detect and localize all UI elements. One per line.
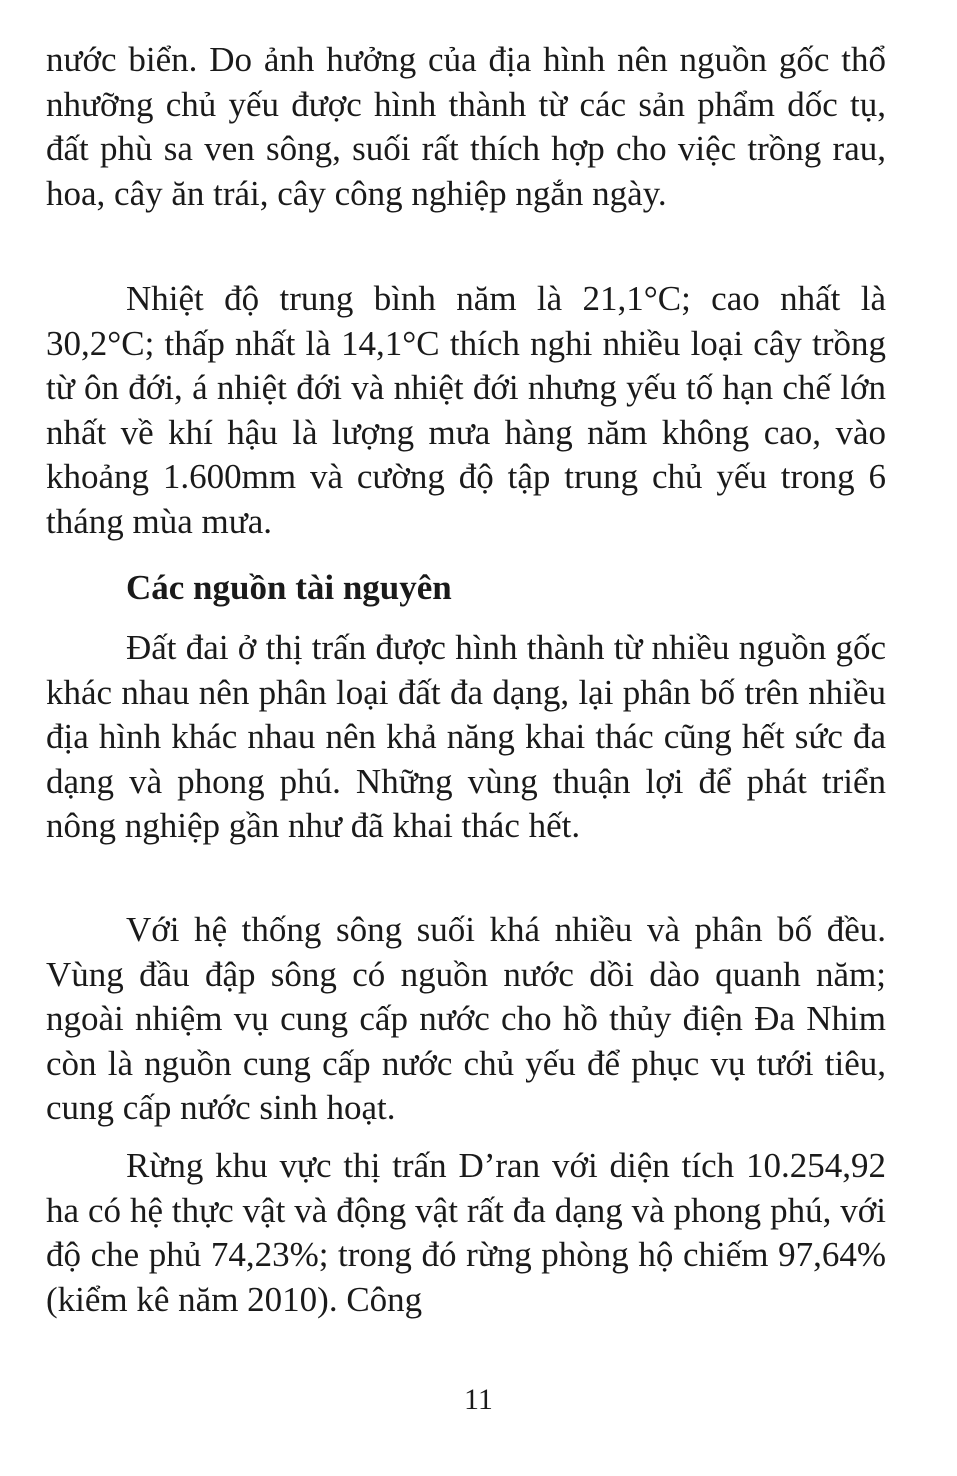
paragraph-land: Đất đai ở thị trấn được hình thành từ nhiều nguồn gốc khác nhau nên phân loại đất đa dạng, lại phân bố trên nhiều địa hình khác nhau nên khả năng khai thác cũng hết sức đa dạng và phong phú. Những vùng thuận lợi để phát triển nông nghiệp gần như đã khai thác hết.	[46, 628, 886, 845]
paragraph-forest: Rừng khu vực thị trấn D’ran với diện tích 10.254,92 ha có hệ thực vật và động vật rất đa dạng và phong phú, với độ che phủ 74,23%; trong đó rừng phòng hộ chiếm 97,64% (kiểm kê năm 2010). Công	[46, 1146, 886, 1319]
paragraph-soil-origin: nước biển. Do ảnh hưởng của địa hình nên nguồn gốc thổ nhưỡng chủ yếu được hình thành từ các sản phẩm dốc tụ, đất phù sa ven sông, suối rất thích hợp cho việc trồng rau, hoa, cây ăn trái, cây công nghiệp ngắn ngày.	[46, 40, 886, 213]
section-heading: Các nguồn tài nguyên	[126, 568, 452, 607]
page-number: 11	[464, 1383, 493, 1416]
paragraph-climate: Nhiệt độ trung bình năm là 21,1°C; cao nhất là 30,2°C; thấp nhất là 14,1°C thích nghi nhiều loại cây trồng từ ôn đới, á nhiệt đới và nhiệt đới nhưng yếu tố hạn chế lớn nhất về khí hậu là lượng mưa hàng năm không cao, vào khoảng 1.600mm và cường độ tập trung chủ yếu trong 6 tháng mùa mưa.	[46, 279, 886, 541]
paragraph-water: Với hệ thống sông suối khá nhiều và phân bố đều. Vùng đầu đập sông có nguồn nước dồi dào quanh năm; ngoài nhiệm vụ cung cấp nước cho hồ thủy điện Đa Nhim còn là nguồn cung cấp nước chủ yếu để phục vụ tưới tiêu, cung cấp nước sinh hoạt.	[46, 910, 886, 1127]
